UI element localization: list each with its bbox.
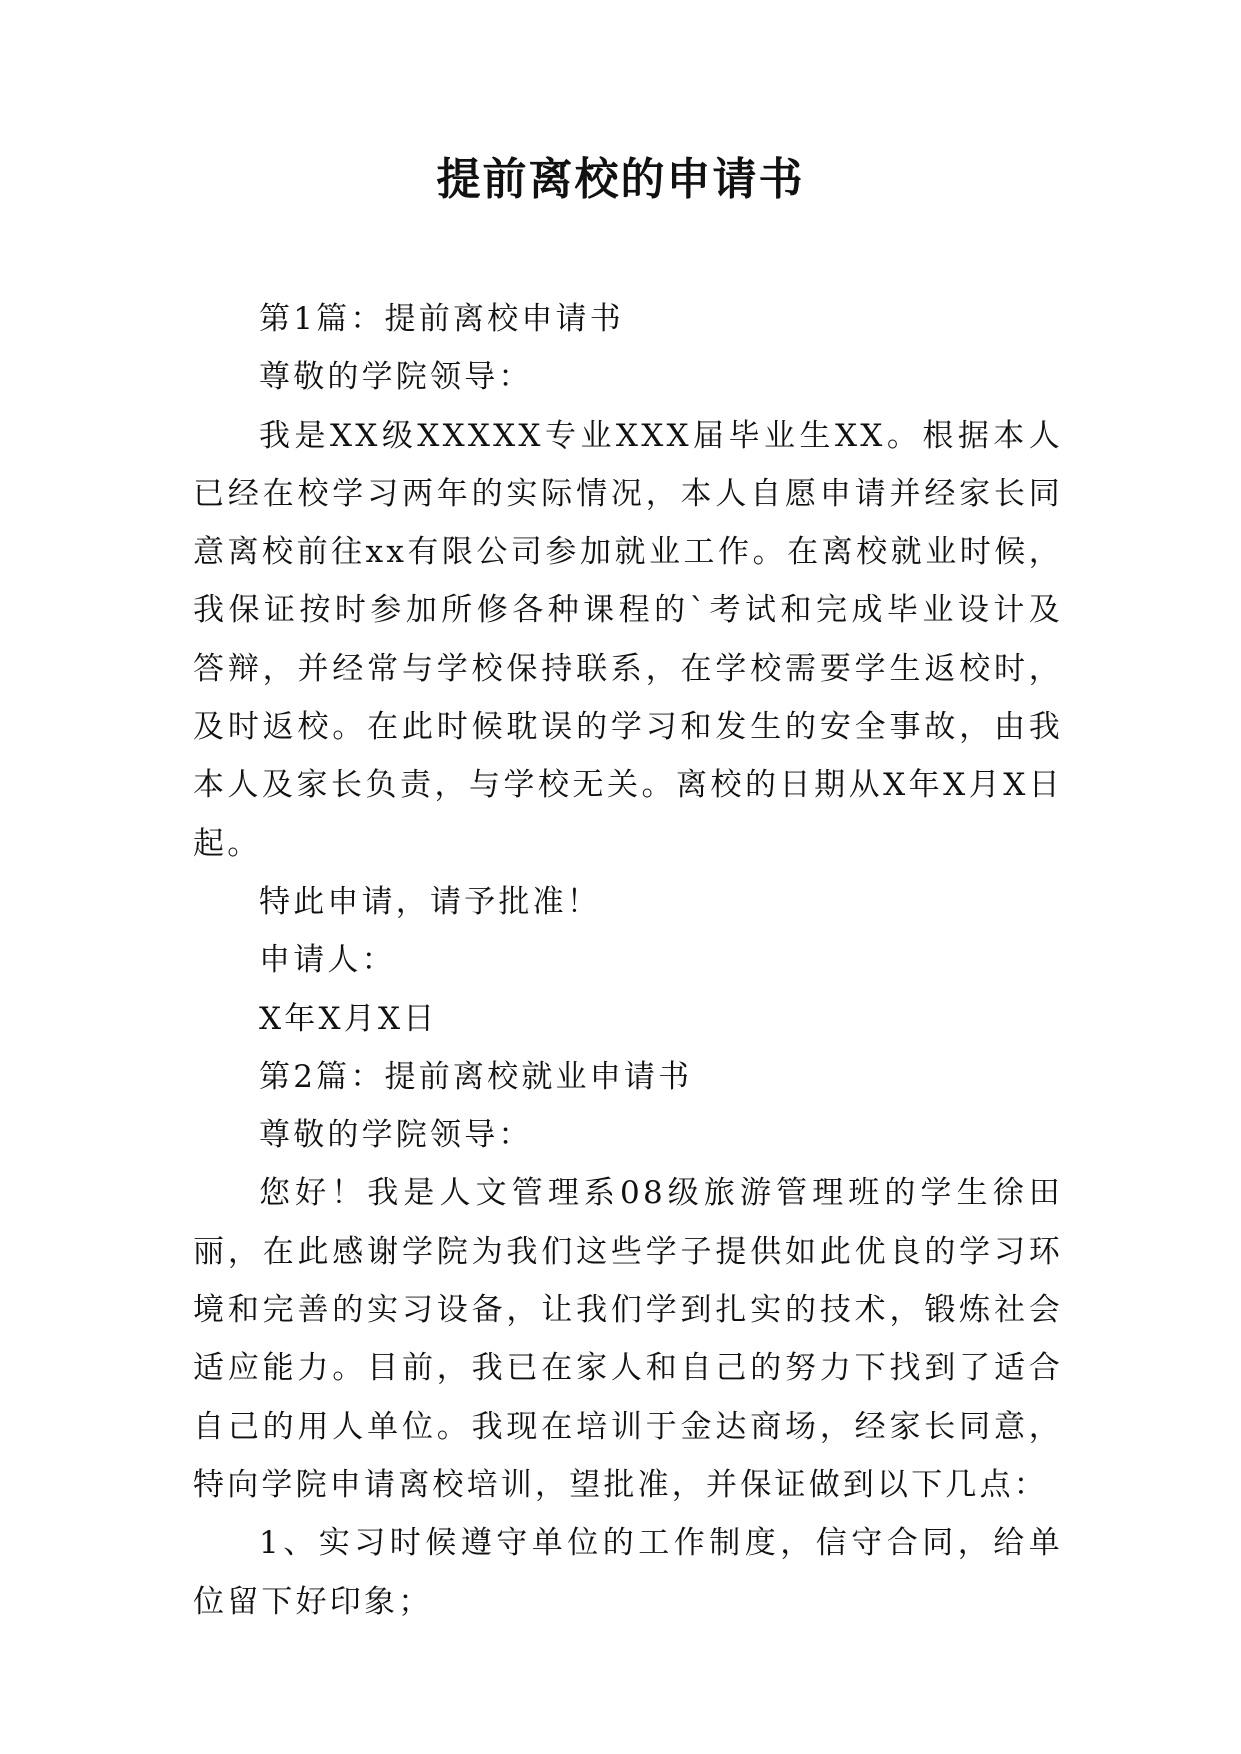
applicant-line: 申请人： bbox=[259, 942, 396, 979]
list-item-1: 1、实习时候遵守单位的工作制度，信守合同，给单位留下好印象； bbox=[193, 1525, 1063, 1620]
salutation-1: 尊敬的学院领导： bbox=[259, 359, 533, 396]
section-heading-1: 第1篇：提前离校申请书 bbox=[259, 301, 624, 337]
body-paragraph-1: 我是XX级XXXXX专业XXX届毕业生XX。根据本人已经在校学习两年的实际情况，本人自愿申请并经家长同意离校前往xx有限公司参加就业工作。在离校就业时候，我保证按时参加所修各种课程的`考试和完成毕业设计及答辩，并经常与学校保持联系，在学校需要学生返校时，及时返校。在此时候耽误的学习和发生的安全事故，由我本人及家长负责，与学校无关。离校的日期从X年X月X日起。 bbox=[193, 417, 1063, 862]
salutation-2: 尊敬的学院领导： bbox=[259, 1117, 533, 1154]
closing-request: 特此申请，请予批准！ bbox=[259, 883, 601, 920]
document-title: 提前离校的申请书 bbox=[436, 154, 805, 205]
document-body bbox=[193, 290, 1063, 1631]
body-paragraph-2: 您好！我是人文管理系08级旅游管理班的学生徐田丽，在此感谢学院为我们这些学子提供如此优良的学习环境和完善的实习设备，让我们学到扎实的技术，锻炼社会适应能力。目前，我已在家人和自己的努力下找到了适合自己的用人单位。我现在培训于金达商场，经家长同意，特向学院申请离校培训，望批准，并保证做到以下几点： bbox=[193, 1175, 1063, 1503]
date-line: X年X月X日 bbox=[259, 1000, 438, 1037]
section-heading-2: 第2篇：提前离校就业申请书 bbox=[259, 1058, 693, 1095]
